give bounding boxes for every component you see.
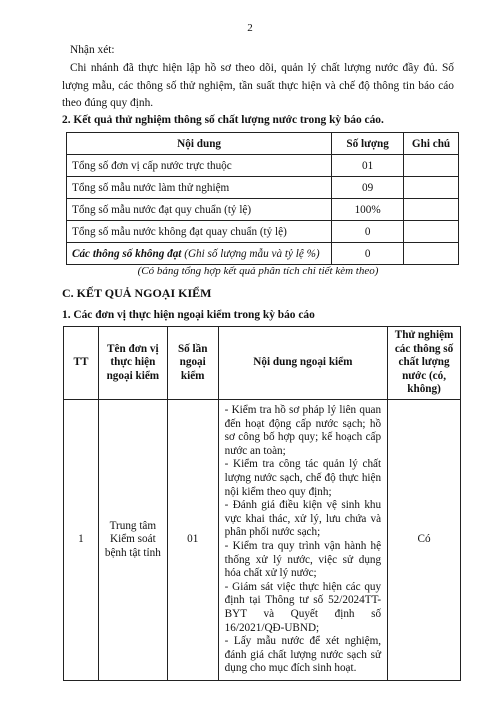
header-tt: TT (64, 327, 99, 400)
row-testing: Có (388, 400, 461, 681)
row-tt: 1 (64, 400, 99, 681)
failed-parameters-label: Các thông số không đạt (72, 247, 182, 260)
remarks-label: Nhận xét: (70, 44, 115, 56)
row-note (404, 177, 459, 199)
row-label: Tổng số đơn vị cấp nước trực thuộc (67, 155, 332, 177)
content-item: - Giám sát việc thực hiện các quy định tại Thông tư số 52/2024TT-BYT và Quyết định số 16/2021/QĐ-UBND; (224, 580, 382, 634)
failed-parameters-hint: (Ghi số lượng mẫu và tỷ lệ %) (184, 247, 320, 260)
header-quantity: Số lượng (332, 133, 404, 155)
row-value: 0 (332, 243, 404, 265)
page-number: 2 (247, 22, 253, 34)
row-label: Tổng số mẫu nước đạt quy chuẩn (tỷ lệ) (67, 199, 332, 221)
header-testing: Thử nghiệm các thông số chất lượng nước (có, không) (388, 327, 461, 400)
row-label: Tổng số mẫu nước không đạt quay chuẩn (tỷ lệ) (67, 221, 332, 243)
table-row-failed-parameters (67, 243, 459, 265)
row-value: 0 (332, 221, 404, 243)
row-note (404, 221, 459, 243)
table-row (67, 221, 459, 243)
content-item: - Kiểm tra quy trình vận hành hệ thống xử lý nước, việc sử dụng hóa chất xử lý nước; (224, 539, 382, 580)
table-row (67, 177, 459, 199)
header-count: Số lần ngoại kiểm (167, 327, 218, 400)
row-note (404, 243, 459, 265)
external-inspection-table (63, 326, 461, 681)
section-2-title: 2. Kết quả thử nghiệm thông số chất lượng nước trong kỳ báo cáo. (62, 114, 384, 126)
row-note (404, 199, 459, 221)
row-value: 01 (332, 155, 404, 177)
content-item: - Lấy mẫu nước để xét nghiệm, đánh giá chất lượng nước sạch sử dụng cho mục đích sinh hoạt. (224, 635, 382, 675)
content-item: - Kiểm tra hồ sơ pháp lý liên quan đến hoạt động cấp nước sạch; hồ sơ công bố hợp quy; kế hoạch cấp nước an toàn; (224, 404, 382, 457)
row-note (404, 155, 459, 177)
section-c1-title: 1. Các đơn vị thực hiện ngoại kiểm trong kỳ báo cáo (62, 309, 315, 321)
section-c-title: C. KẾT QUẢ NGOẠI KIỂM (62, 286, 212, 300)
content-item: - Kiểm tra công tác quản lý chất lượng nước sạch, chế độ thực hiện nội kiểm theo quy định; (224, 458, 382, 498)
row-content (218, 400, 387, 681)
header-content: Nội dung ngoại kiểm (218, 327, 387, 400)
table-row (67, 199, 459, 221)
water-quality-results-table (66, 132, 459, 265)
row-unit: Trung tâm Kiểm soát bệnh tật tỉnh (98, 400, 167, 681)
content-item: - Đánh giá điều kiện vệ sinh khu vực khai thác, xử lý, lưu chứa và phân phối nước sạch; (224, 499, 382, 539)
header-unit: Tên đơn vị thực hiện ngoại kiểm (98, 327, 167, 400)
header-note: Ghi chú (404, 133, 459, 155)
row-value: 100% (332, 199, 404, 221)
row-value: 09 (332, 177, 404, 199)
table-row (64, 400, 461, 681)
table-footnote: (Có bảng tổng hợp kết quả phân tích chi tiết kèm theo) (137, 265, 379, 277)
table-header-row (67, 133, 459, 155)
row-count: 01 (167, 400, 218, 681)
header-content: Nội dung (67, 133, 332, 155)
table-header-row (64, 327, 461, 400)
table-row (67, 155, 459, 177)
remarks-text: Chi nhánh đã thực hiện lập hồ sơ theo dõi, quản lý chất lượng nước đầy đủ. Số lượng mẫu, các thông số thử nghiệm, tần suất thực hiện và chế độ thông tin báo cáo theo đúng quy định. (62, 62, 454, 109)
row-label: Tổng số mẫu nước làm thử nghiệm (67, 177, 332, 199)
row-label (67, 243, 332, 265)
